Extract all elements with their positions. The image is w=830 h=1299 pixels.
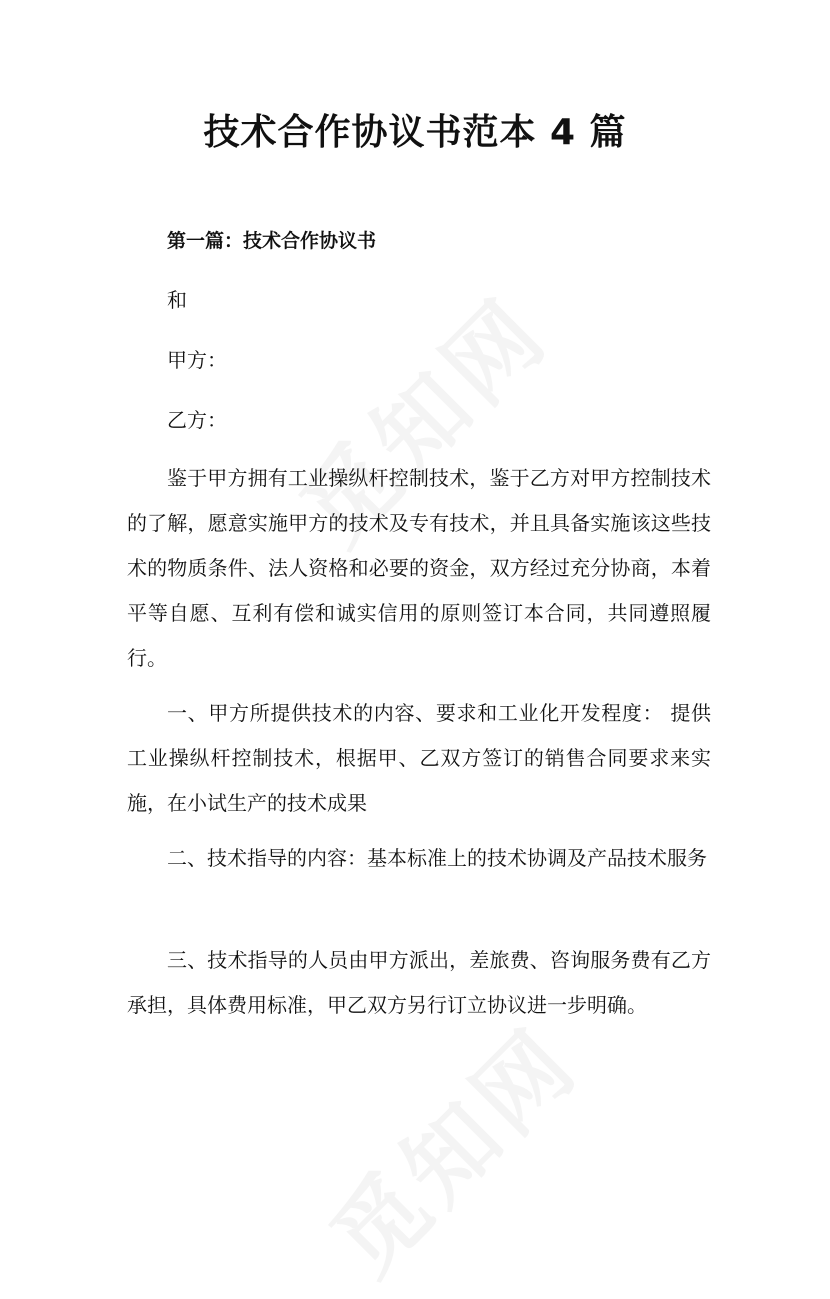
watermark-bottom	[297, 993, 602, 1298]
party-a-label: 甲方：	[167, 348, 227, 372]
party-b-label: 乙方：	[167, 408, 227, 432]
line-and: 和	[167, 288, 187, 312]
document-title: 技术合作协议书范本 4 篇	[203, 112, 627, 153]
paragraph-preamble: 鉴于甲方拥有工业操纵杆控制技术，鉴于乙方对甲方控制技术的了解，愿意实施甲方的技术及专有技术，并且具备实施该这些技术的物质条件、法人资格和必要的资金，双方经过充分协商，本着平等自愿、互利有偿和诚实信用的原则签订本合同，共同遵照履行。	[127, 466, 711, 670]
paragraph-clause-2: 二、技术指导的内容：基本标准上的技术协调及产品技术服务	[167, 846, 707, 870]
section-heading: 第一篇：技术合作协议书	[167, 230, 377, 252]
paragraph-clause-3: 三、技术指导的人员由甲方派出，差旅费、咨询服务费有乙方承担，具体费用标准，甲乙双方另行订立协议进一步明确。	[127, 948, 711, 1017]
paragraph-clause-1: 一、甲方所提供技术的内容、要求和工业化开发程度： 提供工业操纵杆控制技术，根据甲、乙双方签订的销售合同要求来实施，在小试生产的技术成果	[127, 701, 711, 815]
